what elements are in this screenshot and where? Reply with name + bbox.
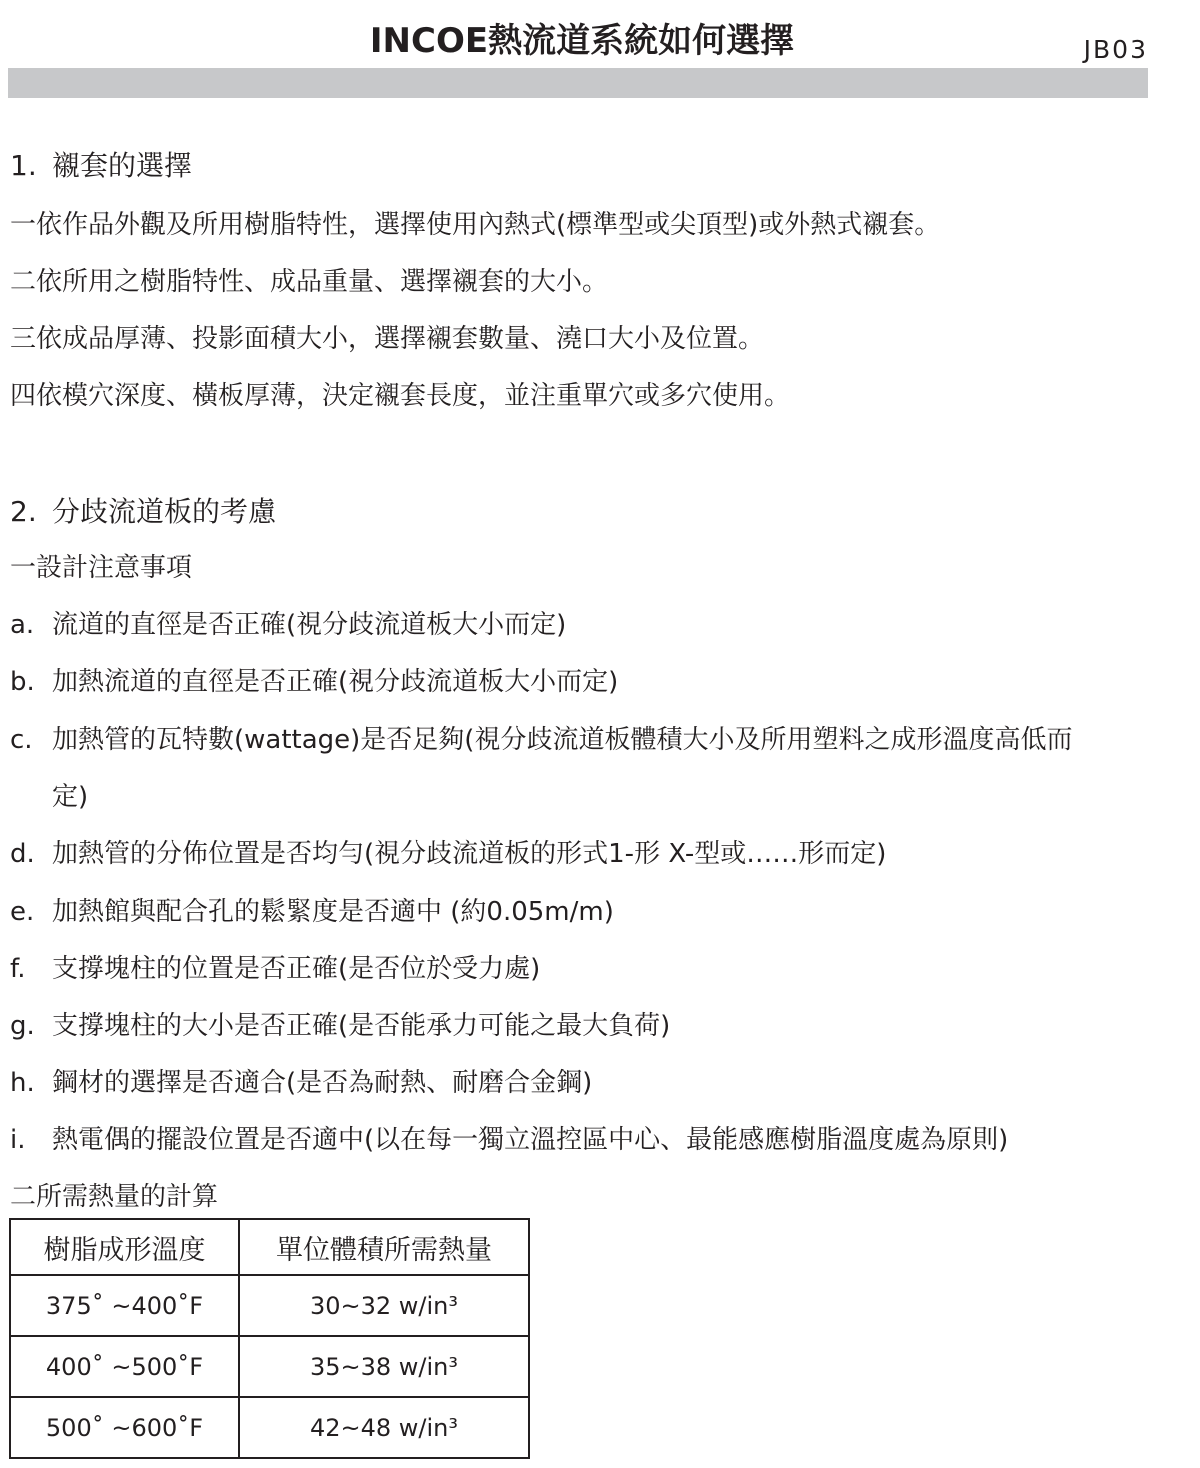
table-cell: 400˚ ~500˚F — [10, 1336, 239, 1397]
list-item-text: 支撐塊柱的大小是否正確(是否能承力可能之最大負荷) — [52, 1011, 671, 1041]
section-number: 2. — [10, 495, 37, 528]
table-cell: 375˚ ~400˚F — [10, 1275, 239, 1336]
table-cell: 35~38 w/in³ — [239, 1336, 529, 1397]
text-line: 一依作品外觀及所用樹脂特性，選擇使用內熱式(標準型或尖頂型)或外熱式襯套。 — [10, 210, 941, 240]
list-item — [10, 605, 566, 645]
list-marker: a. — [10, 610, 35, 640]
table-header-cell: 樹脂成形溫度 — [10, 1219, 239, 1275]
text-line: 二依所用之樹脂特性、成品重量、選擇襯套的大小。 — [10, 267, 609, 297]
text-line: 三依成品厚薄、投影面積大小，選擇襯套數量、澆口大小及位置。 — [10, 324, 765, 354]
subheading: 二所需熱量的計算 — [10, 1182, 219, 1212]
list-marker: f. — [10, 954, 26, 984]
list-marker: c. — [10, 725, 33, 755]
section-1-heading — [10, 144, 192, 188]
list-item-text: 鋼材的選擇是否適合(是否為耐熱、耐磨合金鋼) — [52, 1068, 593, 1098]
table-cell: 30~32 w/in³ — [239, 1275, 529, 1336]
header-bar — [8, 68, 1148, 98]
list-item-text: 加熱流道的直徑是否正確(視分歧流道板大小而定) — [52, 667, 619, 697]
table-cell: 42~48 w/in³ — [239, 1397, 529, 1458]
list-item — [10, 662, 618, 702]
subheading: 一設計注意事項 — [10, 553, 193, 583]
table-cell: 500˚ ~600˚F — [10, 1397, 239, 1458]
list-marker: d. — [10, 839, 35, 869]
list-item-text: 熱電偶的擺設位置是否適中(以在每一獨立溫控區中心、最能感應樹脂溫度處為原則) — [52, 1125, 1009, 1155]
list-item-text: 加熱管的瓦特數(wattage)是否足夠(視分歧流道板體積大小及所用塑料之成形溫度高低而 — [52, 725, 1073, 755]
section-title: 襯套的選擇 — [52, 149, 193, 182]
list-item-text: 加熱館與配合孔的鬆緊度是否適中 (約0.05m/m) — [52, 897, 614, 927]
section-number: 1. — [10, 149, 37, 182]
table-header-cell: 單位體積所需熱量 — [239, 1219, 529, 1275]
list-item — [10, 1120, 1008, 1160]
text-line: 四依模穴深度、橫板厚薄，決定襯套長度，並注重單穴或多穴使用。 — [10, 381, 791, 411]
list-marker: g. — [10, 1011, 35, 1041]
list-item-text: 支撐塊柱的位置是否正確(是否位於受力處) — [52, 954, 541, 984]
table-row — [10, 1275, 529, 1336]
list-item — [10, 892, 614, 932]
list-marker: e. — [10, 897, 35, 927]
list-item-text: 流道的直徑是否正確(視分歧流道板大小而定) — [52, 610, 567, 640]
list-item — [10, 1006, 670, 1046]
heat-requirement-table — [9, 1218, 530, 1459]
list-item-continuation: 定) — [52, 782, 89, 812]
list-marker: b. — [10, 667, 35, 697]
page-title: INCOE熱流道系統如何選擇 — [369, 21, 795, 61]
section-2-heading — [10, 490, 276, 534]
list-item — [10, 1063, 592, 1103]
list-marker: i. — [10, 1125, 26, 1155]
section-title: 分歧流道板的考慮 — [52, 495, 277, 528]
list-marker: h. — [10, 1068, 35, 1098]
list-item — [10, 834, 886, 874]
table-row — [10, 1397, 529, 1458]
list-item — [10, 949, 540, 989]
table-row — [10, 1336, 529, 1397]
document-code: JB03 — [1083, 35, 1148, 64]
table-header-row — [10, 1219, 529, 1275]
list-item — [10, 720, 1072, 760]
list-item-text: 加熱管的分佈位置是否均勻(視分歧流道板的形式1-形 X-型或……形而定) — [52, 839, 887, 869]
